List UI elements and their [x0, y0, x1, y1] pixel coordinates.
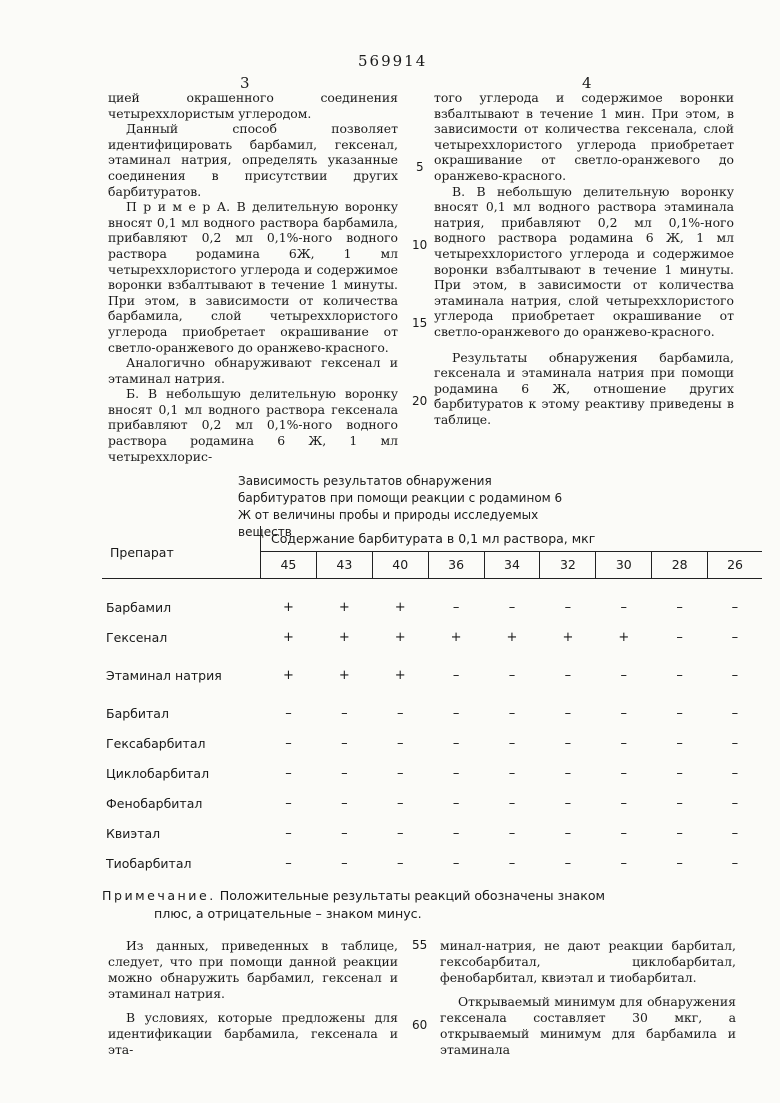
table-row	[102, 623, 762, 653]
amount-header: 45	[261, 551, 317, 578]
paragraph: минал-натрия, не дают реакции барбитал, гексобарбитал, циклобарбитал, фенобарбитал, квиэтал и тиобарбитал.	[440, 938, 736, 985]
paragraph: Из данных, приведенных в таблице, следует, что при помощи данной реакции можно обнаружить барбамил, гексенал и этаминал натрия.	[108, 938, 398, 1001]
result-cell: –	[676, 766, 683, 781]
amount-header: 43	[316, 551, 372, 578]
result-cell: –	[731, 600, 739, 615]
result-cell: –	[452, 706, 460, 721]
result-cell: –	[731, 796, 739, 811]
table-row	[102, 593, 762, 623]
amount-header: 26	[708, 551, 762, 578]
result-cell: –	[676, 826, 683, 841]
amount-header: 28	[652, 551, 708, 578]
result-cell: –	[620, 668, 628, 683]
table-row	[102, 819, 762, 849]
result-cell: –	[676, 856, 683, 871]
amount-header: 40	[372, 551, 428, 578]
paragraph: Открываемый минимум для обнаружения гексенала составляет 30 мкг, а открываемый минимум для барбамила и этаминала	[440, 994, 736, 1057]
bottom-left-text	[108, 938, 398, 1058]
result-cell: –	[341, 856, 348, 871]
result-cell: –	[676, 668, 683, 683]
result-cell: –	[285, 796, 292, 811]
result-cell: –	[620, 796, 628, 811]
table-note	[102, 887, 662, 923]
result-cell: –	[341, 706, 348, 721]
result-cell: –	[341, 766, 348, 781]
paragraph: того углерода и содержимое воронки взбалтывают в течение 1 мин. При этом, в зависимости от количества гексенала, слой четыреххлористого углерода приобретает окрашивание от светло-оранжевого до оранжево-красного.	[434, 90, 734, 183]
line-number: 60	[412, 1018, 428, 1032]
result-cell: –	[452, 600, 460, 615]
result-cell: –	[731, 668, 739, 683]
left-column-text	[108, 90, 398, 464]
drug-name: Гексабарбитал	[106, 736, 206, 751]
result-cell: –	[564, 796, 572, 811]
line-number: 15	[412, 316, 428, 330]
result-cell: –	[285, 856, 292, 871]
result-cell: –	[508, 706, 516, 721]
result-cell: –	[731, 766, 739, 781]
result-cell: –	[564, 766, 572, 781]
result-cell: –	[731, 856, 739, 871]
table-row	[102, 699, 762, 729]
result-cell: –	[620, 766, 628, 781]
result-cell: –	[396, 856, 404, 871]
result-cell: –	[396, 706, 404, 721]
drug-name: Барбамил	[106, 600, 172, 615]
result-cell: –	[620, 706, 628, 721]
result-cell: –	[508, 796, 516, 811]
result-cell: –	[564, 736, 572, 751]
result-cell: –	[620, 826, 628, 841]
result-cell: +	[394, 630, 406, 645]
result-cell: –	[285, 736, 292, 751]
result-cell: –	[452, 766, 460, 781]
result-cell: +	[562, 630, 574, 645]
amount-header: 34	[484, 551, 540, 578]
result-cell: –	[620, 600, 628, 615]
column-number-right: 4	[582, 74, 594, 92]
right-column-text	[434, 90, 734, 427]
paragraph: Б. В небольшую делительную воронку вносят 0,1 мл водного раствора гексенала прибавляют 0,2 мл 0,1%-ного водного раствора родамина 6 Ж, 1 мл четыреххлорис-	[108, 386, 398, 464]
result-cell: –	[564, 826, 572, 841]
result-cell: –	[508, 826, 516, 841]
result-cell: –	[731, 826, 739, 841]
table-row	[102, 759, 762, 789]
patent-number: 569914	[358, 52, 428, 70]
result-cell: –	[731, 736, 739, 751]
drug-name: Квиэтал	[106, 826, 161, 841]
drug-name: Тиобарбитал	[106, 856, 192, 871]
paragraph: В условиях, которые предложены для идентификации барбамила, гексенала и эта-	[108, 1010, 398, 1057]
paragraph: цией окрашенного соединения четыреххлористым углеродом.	[108, 90, 398, 121]
note-label: Примечание.	[102, 888, 216, 903]
paragraph: Аналогично обнаруживают гексенал и этаминал натрия.	[108, 355, 398, 386]
drug-name: Циклобарбитал	[106, 766, 210, 781]
result-cell: –	[396, 736, 404, 751]
result-cell: +	[282, 600, 294, 615]
result-cell: –	[452, 796, 460, 811]
result-cell: +	[450, 630, 462, 645]
result-cell: –	[396, 796, 404, 811]
line-number: 55	[412, 938, 428, 952]
result-cell: +	[506, 630, 518, 645]
result-cell: –	[452, 736, 460, 751]
result-cell: –	[508, 856, 516, 871]
paragraph: В. В небольшую делительную воронку вносят 0,1 мл водного раствора этаминала натрия, прибавляют 0,2 мл 0,1%-ного водного раствора родамина 6 Ж, 1 мл четыреххлористого углерода и содержимое воронки взбалтывают в течение 1 минуты. При этом, в зависимости от количества этаминала натрия, слой четыреххлористого углерода приобретает окрашивание от светло-оранжевого до оранжево-красного.	[434, 183, 734, 339]
result-cell: –	[564, 856, 572, 871]
result-cell: +	[618, 630, 630, 645]
result-cell: –	[676, 736, 683, 751]
amount-header: 36	[428, 551, 484, 578]
drug-name: Фенобарбитал	[106, 796, 203, 811]
result-cell: +	[338, 600, 350, 615]
table-row	[102, 729, 762, 759]
result-cell: +	[394, 668, 406, 683]
result-cell: –	[620, 736, 628, 751]
result-cell: +	[394, 600, 406, 615]
result-cell: –	[508, 736, 516, 751]
result-cell: +	[338, 630, 350, 645]
result-cell: –	[396, 826, 404, 841]
result-cell: –	[508, 668, 516, 683]
result-cell: –	[508, 766, 516, 781]
result-cell: –	[620, 856, 628, 871]
line-number: 5	[416, 160, 424, 174]
table-row	[102, 789, 762, 819]
result-cell: –	[285, 766, 292, 781]
result-cell: –	[341, 736, 348, 751]
result-cell: –	[508, 600, 516, 615]
result-cell: –	[341, 796, 348, 811]
result-cell: –	[676, 796, 683, 811]
amount-header: 30	[596, 551, 652, 578]
result-cell: –	[676, 600, 683, 615]
result-cell: –	[452, 826, 460, 841]
result-cell: –	[452, 856, 460, 871]
note-text-continued: плюс, а отрицательные – знаком минус.	[154, 906, 422, 921]
column-header-content: Содержание барбитурата в 0,1 мл раствора, мкг	[261, 526, 763, 551]
results-table	[102, 526, 762, 879]
result-cell: –	[564, 600, 572, 615]
paragraph: П р и м е р А. В делительную воронку вносят 0,1 мл водного раствора барбамила, прибавляют 0,2 мл 0,1%-ного водного раствора родамина 6Ж, 1 мл четыреххлористого углерода и содержимое воронки взбалтывают в течение 1 минуты. При этом, в зависимости от количества барбамила, слой четыреххлористого углерода приобретает окрашивание от светло-оранжевого до оранжево-красного.	[108, 199, 398, 355]
table-row	[102, 653, 762, 699]
result-cell: +	[338, 668, 350, 683]
result-cell: –	[341, 826, 348, 841]
result-cell: –	[285, 826, 292, 841]
line-number: 20	[412, 394, 428, 408]
result-cell: –	[676, 706, 683, 721]
drug-name: Барбитал	[106, 706, 169, 721]
bottom-right-text	[440, 938, 736, 1058]
result-cell: –	[676, 630, 683, 645]
note-text: Положительные результаты реакций обозначены знаком	[219, 888, 606, 903]
result-cell: –	[731, 706, 739, 721]
result-cell: +	[282, 630, 294, 645]
result-cell: –	[731, 630, 739, 645]
result-cell: +	[282, 668, 294, 683]
column-header-preparation: Препарат	[102, 526, 261, 579]
amount-header: 32	[540, 551, 596, 578]
table-row	[102, 849, 762, 879]
result-cell: –	[396, 766, 404, 781]
result-cell: –	[564, 706, 572, 721]
drug-name: Этаминал натрия	[106, 668, 222, 683]
paragraph: Результаты обнаружения барбамила, гексенала и этаминала натрия при помощи родамина 6 Ж, отношение других барбитуратов к этому реактиву приведены в таблице.	[434, 349, 734, 427]
result-cell: –	[564, 668, 572, 683]
column-number-left: 3	[240, 74, 252, 92]
result-cell: –	[285, 706, 292, 721]
table-caption: Зависимость результатов обнаружения барбитуратов при помощи реакции с родамином 6 Ж от величины пробы и природы исследуемых веществ	[238, 474, 563, 539]
drug-name: Гексенал	[106, 630, 168, 645]
paragraph: Данный способ позволяет идентифицировать барбамил, гексенал, этаминал натрия, определять указанные соединения в присутствии других барбитуратов.	[108, 121, 398, 199]
line-number: 10	[412, 238, 428, 252]
result-cell: –	[452, 668, 460, 683]
